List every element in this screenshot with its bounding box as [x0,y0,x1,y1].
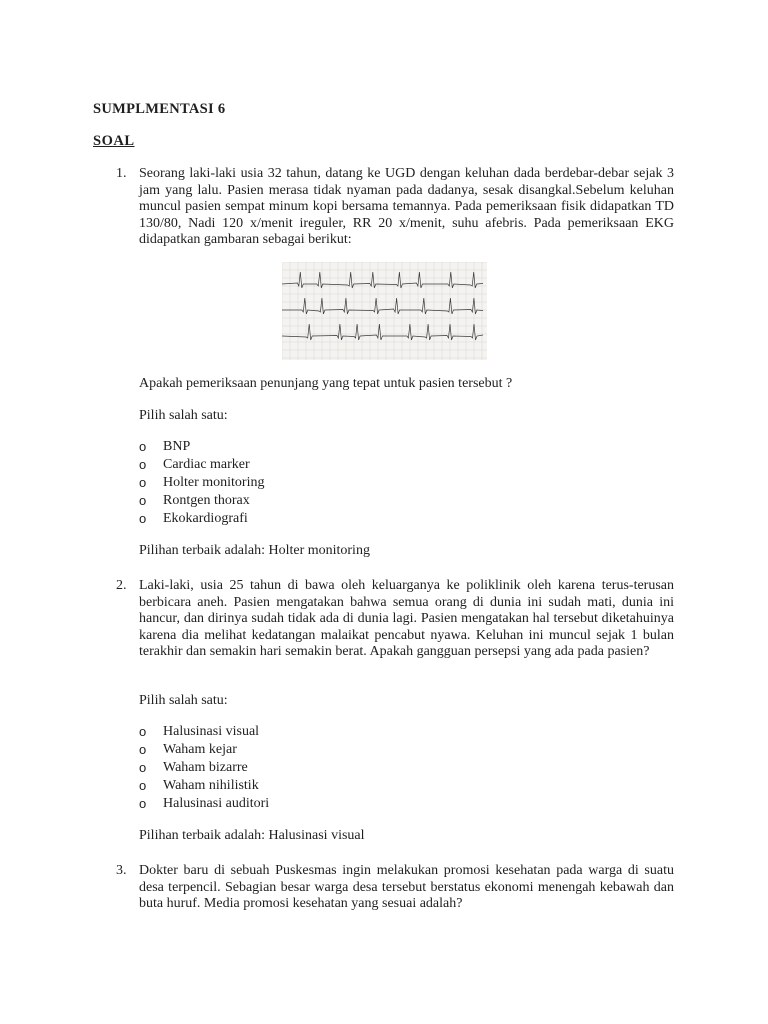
question-number: 2. [116,578,127,593]
section-title-soal: SOAL [93,133,135,149]
question-number: 3. [116,863,127,878]
option-label: BNP [163,439,191,454]
ecg-trace [282,298,483,314]
ecg-trace [282,324,483,340]
question-prompt: Apakah pemeriksaan penunjang yang tepat untuk pasien tersebut ? [139,376,513,391]
option-label: Waham kejar [163,742,237,757]
bullet-icon: o [139,760,147,775]
ecg-strip-image [282,262,487,360]
option-label: Waham nihilistik [163,778,259,793]
question-text: Laki-laki, usia 25 tahun di bawa oleh keluarganya ke poliklinik oleh karena terus-terusan berbicara aneh. Pasien mengatakan bahwa semua orang di dunia ini sudah mati, dunia ini hancur, dan dirinya sudah tidak ada di dunia lagi. Pasien mengatakan hal tersebut diketahuinya karena dia melihat kedatangan malaikat pencabut nyawa. Keluhan ini muncul sejak 1 bulan terakhir dan semakin hari semakin berat. Apakah gangguan persepsi yang ada pada pasien? [139,578,674,659]
bullet-icon: o [139,796,147,811]
question-text: Dokter baru di sebuah Puskesmas ingin melakukan promosi kesehatan pada warga di suatu desa terpencil. Sebagian besar warga desa tersebut berstatus ekonomi menengah kebawah dan buta huruf. Media promosi kesehatan yang sesuai adalah? [139,863,674,911]
bullet-icon: o [139,457,147,472]
bullet-icon: o [139,511,147,526]
document-title: SUMPLMENTASI 6 [93,101,226,117]
ecg-trace [282,272,483,288]
option-label: Rontgen thorax [163,493,250,508]
answer-text: Pilihan terbaik adalah: Halusinasi visual [139,828,365,843]
option-label: Ekokardiografi [163,511,248,526]
bullet-icon: o [139,475,147,490]
instruction-text: Pilih salah satu: [139,408,228,423]
instruction-text: Pilih salah satu: [139,693,228,708]
question-text: Seorang laki-laki usia 32 tahun, datang ke UGD dengan keluhan dada berdebar-debar sejak 3 jam yang lalu. Pasien merasa tidak nyaman pada dadanya, sesak disangkal.Sebelum keluhan muncul pasien sempat minum kopi bersama temannya. Pada pemeriksaan fisik didapatkan TD 130/80, Nadi 120 x/menit ireguler, RR 20 x/menit, suhu afebris. Pada pemeriksaan EKG didapatkan gambaran sebagai berikut: [139,166,674,247]
bullet-icon: o [139,493,147,508]
bullet-icon: o [139,724,147,739]
option-label: Waham bizarre [163,760,248,775]
option-label: Holter monitoring [163,475,265,490]
option-label: Cardiac marker [163,457,250,472]
bullet-icon: o [139,439,147,454]
bullet-icon: o [139,742,147,757]
answer-text: Pilihan terbaik adalah: Holter monitoring [139,543,370,558]
bullet-icon: o [139,778,147,793]
option-label: Halusinasi visual [163,724,260,739]
option-label: Halusinasi auditori [163,796,270,811]
question-number: 1. [116,166,127,181]
